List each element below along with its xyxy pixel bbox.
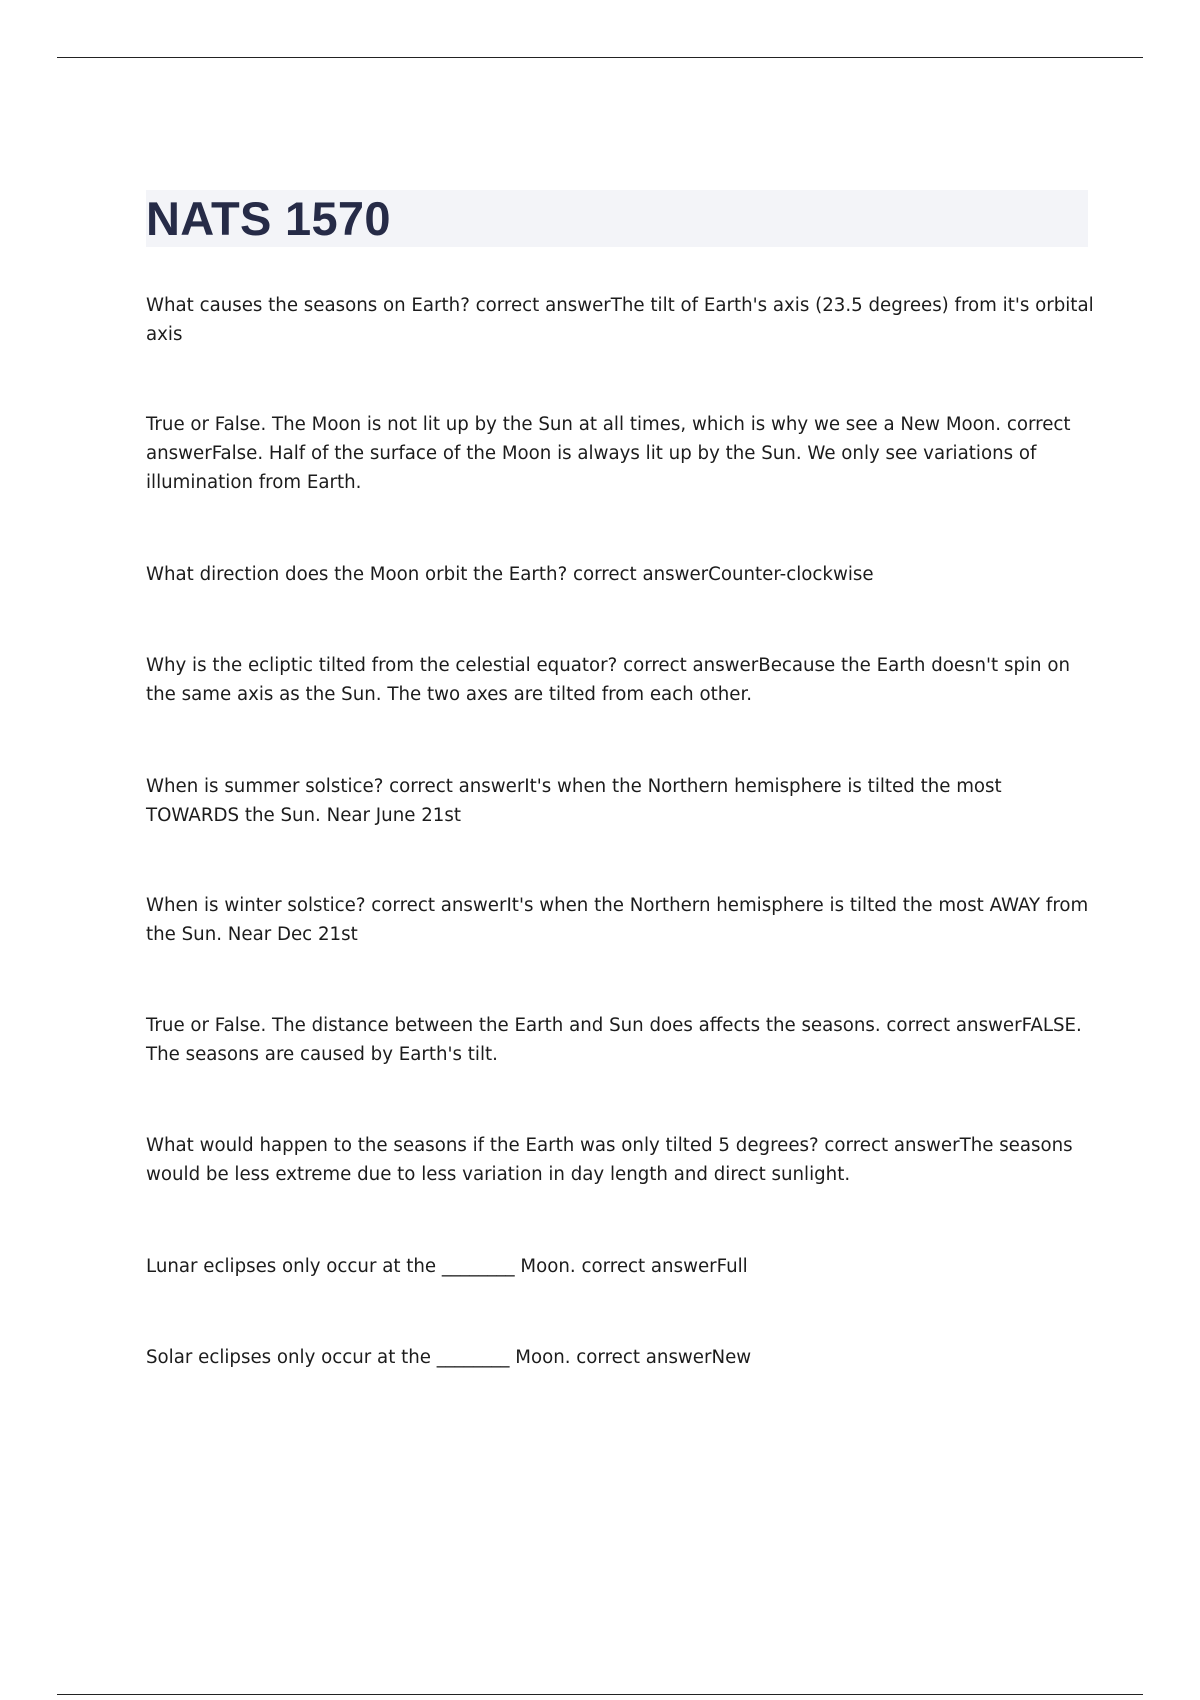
qa-item-2: True or False. The Moon is not lit up by the Sun at all times, which is why we see a New Moon. correct answerFalse. Half of the surface of the Moon is always lit up by the Sun. We only see variations of illumination from Earth. (146, 414, 1071, 493)
qa-item-3: What direction does the Moon orbit the Earth? correct answerCounter-clockwise (146, 564, 874, 585)
qa-item-1: What causes the seasons on Earth? correct answerThe tilt of Earth's axis (23.5 degrees) from it's orbital axis (146, 295, 1094, 345)
bottom-divider (57, 1694, 1143, 1695)
page-title: NATS 1570 (146, 192, 391, 245)
top-divider (57, 57, 1143, 58)
qa-item-7: True or False. The distance between the Earth and Sun does affects the seasons. correct answerFALSE. The seasons are caused by Earth's tilt. (146, 1015, 1082, 1065)
qa-item-9: Lunar eclipses only occur at the ________ Moon. correct answerFull (146, 1256, 748, 1277)
qa-item-10: Solar eclipses only occur at the ________ Moon. correct answerNew (146, 1347, 752, 1368)
qa-item-4: Why is the ecliptic tilted from the celestial equator? correct answerBecause the Earth doesn't spin on the same axis as the Sun. The two axes are tilted from each other. (146, 655, 1071, 705)
qa-item-5: When is summer solstice? correct answerIt's when the Northern hemisphere is tilted the most TOWARDS the Sun. Near June 21st (146, 776, 1002, 826)
qa-item-6: When is winter solstice? correct answerIt's when the Northern hemisphere is tilted the most AWAY from the Sun. Near Dec 21st (146, 895, 1089, 945)
qa-item-8: What would happen to the seasons if the Earth was only tilted 5 degrees? correct answerThe seasons would be less extreme due to less variation in day length and direct sunlight. (146, 1135, 1073, 1185)
